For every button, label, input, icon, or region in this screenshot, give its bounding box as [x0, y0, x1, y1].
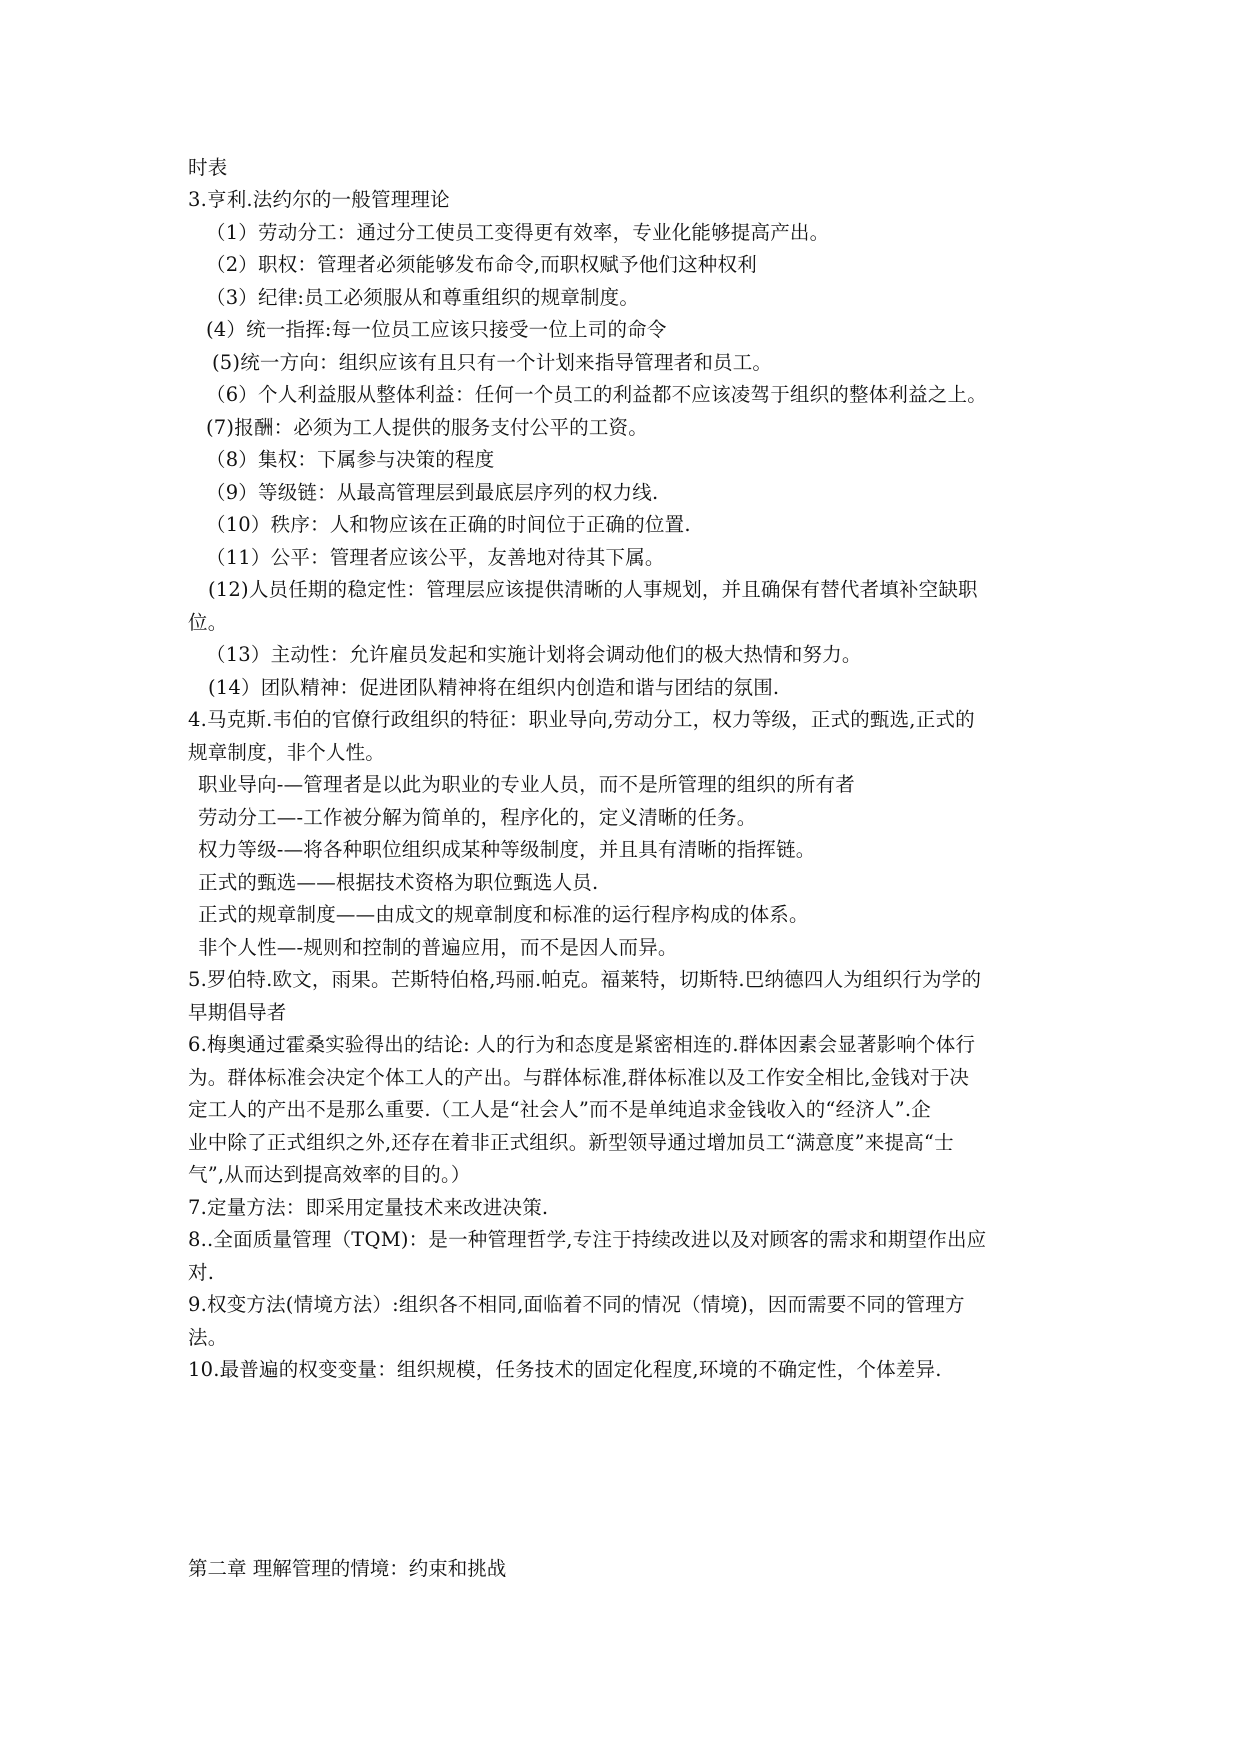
section-heading: 7.定量方法：即采用定量技术来改进决策.: [188, 1196, 549, 1219]
text-line: 规章制度，非个人性。: [188, 741, 386, 764]
section-heading: 6.梅奥通过霍桑实验得出的结论: 人的行为和态度是紧密相连的.群体因素会显著影响个体行: [188, 1033, 976, 1056]
list-item: (4）统一指挥:每一位员工应该只接受一位上司的命令: [206, 318, 667, 341]
text-line: 法。: [188, 1326, 228, 1349]
list-item: （13）主动性：允许雇员发起和实施计划将会调动他们的极大热情和努力。: [206, 643, 862, 666]
text-line: 时表: [188, 156, 228, 179]
section-heading: 5.罗伯特.欧文，雨果。芒斯特伯格,玛丽.帕克。福莱特，切斯特.巴纳德四人为组织行为学的: [188, 968, 982, 991]
list-item: （3）纪律:员工必须服从和尊重组织的规章制度。: [206, 286, 640, 309]
text-line: 气”,从而达到提高效率的目的。）: [188, 1163, 471, 1186]
list-item: (12)人员任期的稳定性：管理层应该提供清晰的人事规划，并且确保有替代者填补空缺职: [208, 578, 978, 601]
list-item: （10）秩序：人和物应该在正确的时间位于正确的位置.: [206, 513, 691, 536]
list-item: （11）公平：管理者应该公平，友善地对待其下属。: [206, 546, 665, 569]
list-item: 正式的甄选——根据技术资格为职位甄选人员.: [198, 871, 599, 894]
section-heading: 3.亨利.法约尔的一般管理理论: [188, 188, 450, 211]
text-line: 定工人的产出不是那么重要.（工人是“社会人”而不是单纯追求金钱收入的“经济人”.企: [188, 1098, 931, 1121]
list-item: 职业导向-—管理者是以此为职业的专业人员，而不是所管理的组织的所有者: [198, 773, 855, 796]
text-line: 业中除了正式组织之外,还存在着非正式组织。新型领导通过增加员工“满意度”来提高“士: [188, 1131, 954, 1154]
list-item: （9）等级链：从最高管理层到最底层序列的权力线.: [206, 481, 659, 504]
list-item: （2）职权：管理者必须能够发布命令,而职权赋予他们这种权利: [206, 253, 757, 276]
list-item: (7)报酬：必须为工人提供的服务支付公平的工资。: [206, 416, 648, 439]
section-heading: 8..全面质量管理（TQM)：是一种管理哲学,专注于持续改进以及对顾客的需求和期望作出应: [188, 1228, 987, 1251]
section-heading: 9.权变方法(情境方法）:组织各不相同,面临着不同的情况（情境)，因而需要不同的管理方: [188, 1293, 965, 1316]
list-item: （1）劳动分工：通过分工使员工变得更有效率，专业化能够提高产出。: [206, 221, 830, 244]
section-heading: 4.马克斯.韦伯的官僚行政组织的特征：职业导向,劳动分工，权力等级，正式的甄选,正式的: [188, 708, 975, 731]
list-item: (14）团队精神：促进团队精神将在组织内创造和谐与团结的氛围.: [208, 676, 780, 699]
text-line: 为。群体标准会决定个体工人的产出。与群体标准,群体标准以及工作安全相比,金钱对于决: [188, 1066, 970, 1089]
list-item: 正式的规章制度——由成文的规章制度和标准的运行程序构成的体系。: [198, 903, 809, 926]
list-item: 非个人性—-规则和控制的普遍应用，而不是因人而异。: [198, 936, 678, 959]
list-item: 权力等级-—将各种职位组织成某种等级制度，并且具有清晰的指挥链。: [198, 838, 816, 861]
list-item: （6）个人利益服从整体利益：任何一个员工的利益都不应该凌驾于组织的整体利益之上。: [206, 383, 987, 406]
list-item: (5)统一方向：组织应该有且只有一个计划来指导管理者和员工。: [212, 351, 773, 374]
text-line: 对.: [188, 1261, 215, 1284]
chapter-title: 第二章 理解管理的情境：约束和挑战: [188, 1557, 507, 1580]
text-line: 位。: [188, 611, 228, 634]
list-item: 劳动分工—-工作被分解为简单的，程序化的，定义清晰的任务。: [198, 806, 757, 829]
list-item: （8）集权：下属参与决策的程度: [206, 448, 495, 471]
section-heading: 10.最普遍的权变变量：组织规模，任务技术的固定化程度,环境的不确定性，个体差异.: [188, 1358, 942, 1381]
text-line: 早期倡导者: [188, 1001, 287, 1024]
